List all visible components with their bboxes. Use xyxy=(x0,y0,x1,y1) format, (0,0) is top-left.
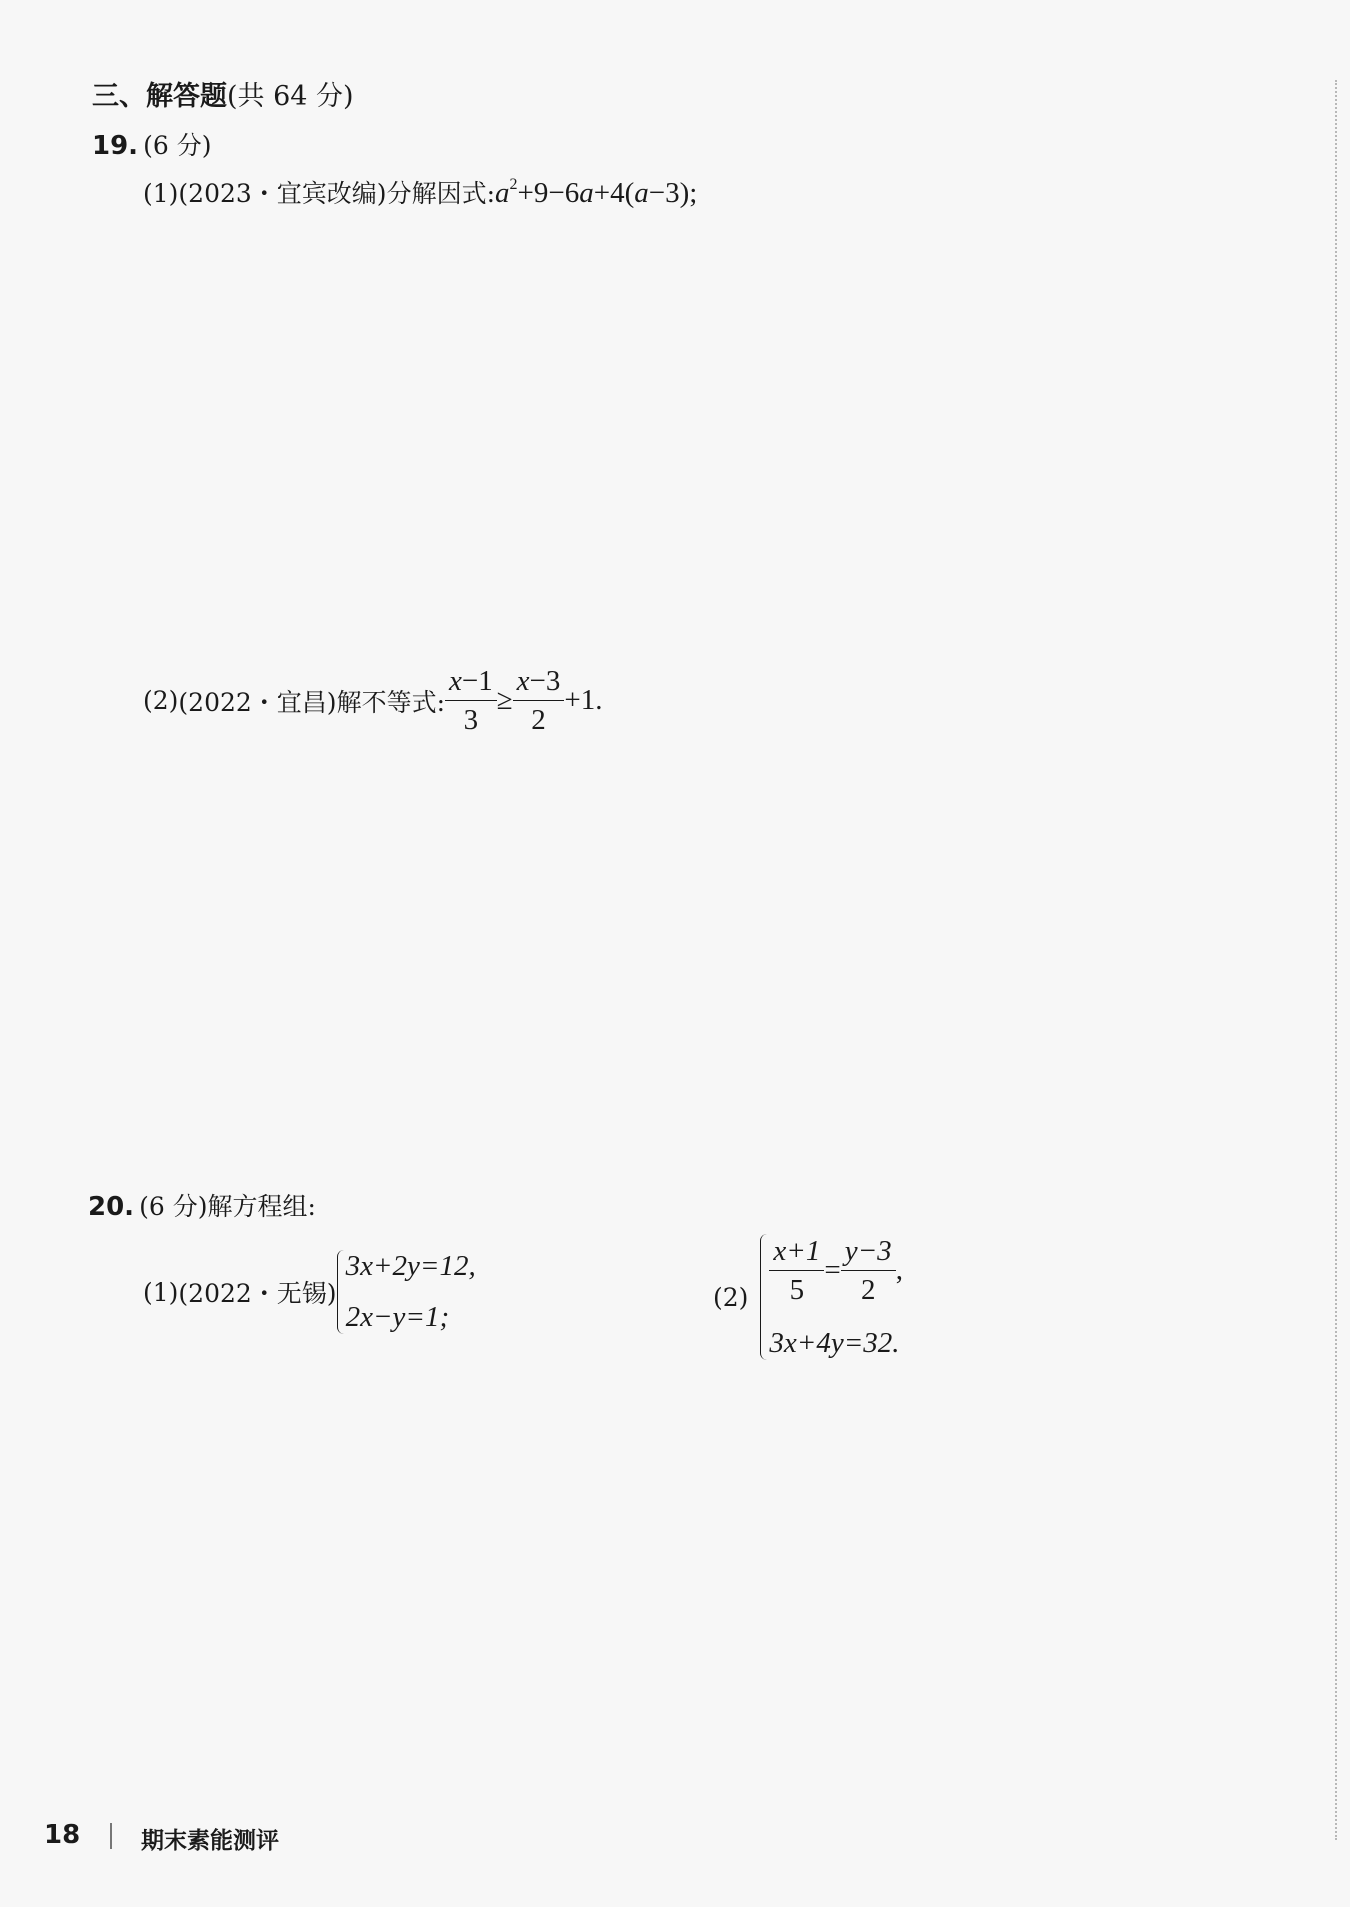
page-number: 18 xyxy=(44,1820,81,1850)
question-points: (6 分) xyxy=(139,1192,208,1221)
inequality-sign: ≥ xyxy=(496,684,513,716)
question-20-part-2 xyxy=(713,1234,903,1360)
question-20-part-1 xyxy=(143,1250,476,1334)
source-note: (2023・宜宾改编) xyxy=(178,179,387,208)
question-19-header xyxy=(92,126,212,162)
footer-divider xyxy=(110,1823,112,1849)
part-label: (2) xyxy=(143,686,179,715)
inequality-right-fraction: $\frac{x-3}{2}$ xyxy=(513,664,565,737)
section-prefix: 三、解答题 xyxy=(92,81,227,112)
system-equation-1: $\frac{x+1}{5}$ = $\frac{y-3}{2}$ , xyxy=(769,1234,903,1307)
binding-margin-rule xyxy=(1335,80,1337,1840)
section-heading xyxy=(92,74,354,113)
system-brace xyxy=(760,1234,767,1360)
system-equation-2: 3x+4y=32. xyxy=(769,1327,900,1359)
part-label: (1) xyxy=(143,1277,179,1307)
system-brace xyxy=(337,1250,344,1334)
factor-expression: $a^2+9-6a+4(a-3)$; xyxy=(495,176,698,209)
question-19-part-2 xyxy=(143,664,603,737)
question-19-part-1 xyxy=(143,174,697,210)
source-note: (2022・无锡) xyxy=(178,1279,337,1308)
section-points: (共 64 分) xyxy=(227,81,354,112)
part-prompt: 分解因式: xyxy=(386,179,495,208)
system-equation-1: 3x+2y=12, xyxy=(345,1250,476,1282)
part-label: (1) xyxy=(143,179,179,208)
part-prompt: 解不等式: xyxy=(336,687,445,717)
question-number: 19. xyxy=(92,131,139,161)
question-points: (6 分) xyxy=(143,131,212,160)
question-number: 20. xyxy=(88,1192,135,1222)
inequality-left-fraction: $\frac{x-1}{3}$ xyxy=(445,664,497,737)
question-prompt: 解方程组: xyxy=(207,1192,316,1221)
equation-system xyxy=(337,1250,476,1334)
equation-system xyxy=(760,1234,903,1360)
source-note: (2022・宜昌) xyxy=(178,687,337,717)
question-20-header xyxy=(88,1187,316,1223)
system-equation-2: 2x−y=1; xyxy=(345,1301,450,1333)
part-label: (2) xyxy=(713,1282,749,1312)
inequality-tail: +1. xyxy=(564,684,603,716)
footer-title: 期末素能测评 xyxy=(141,1828,279,1854)
